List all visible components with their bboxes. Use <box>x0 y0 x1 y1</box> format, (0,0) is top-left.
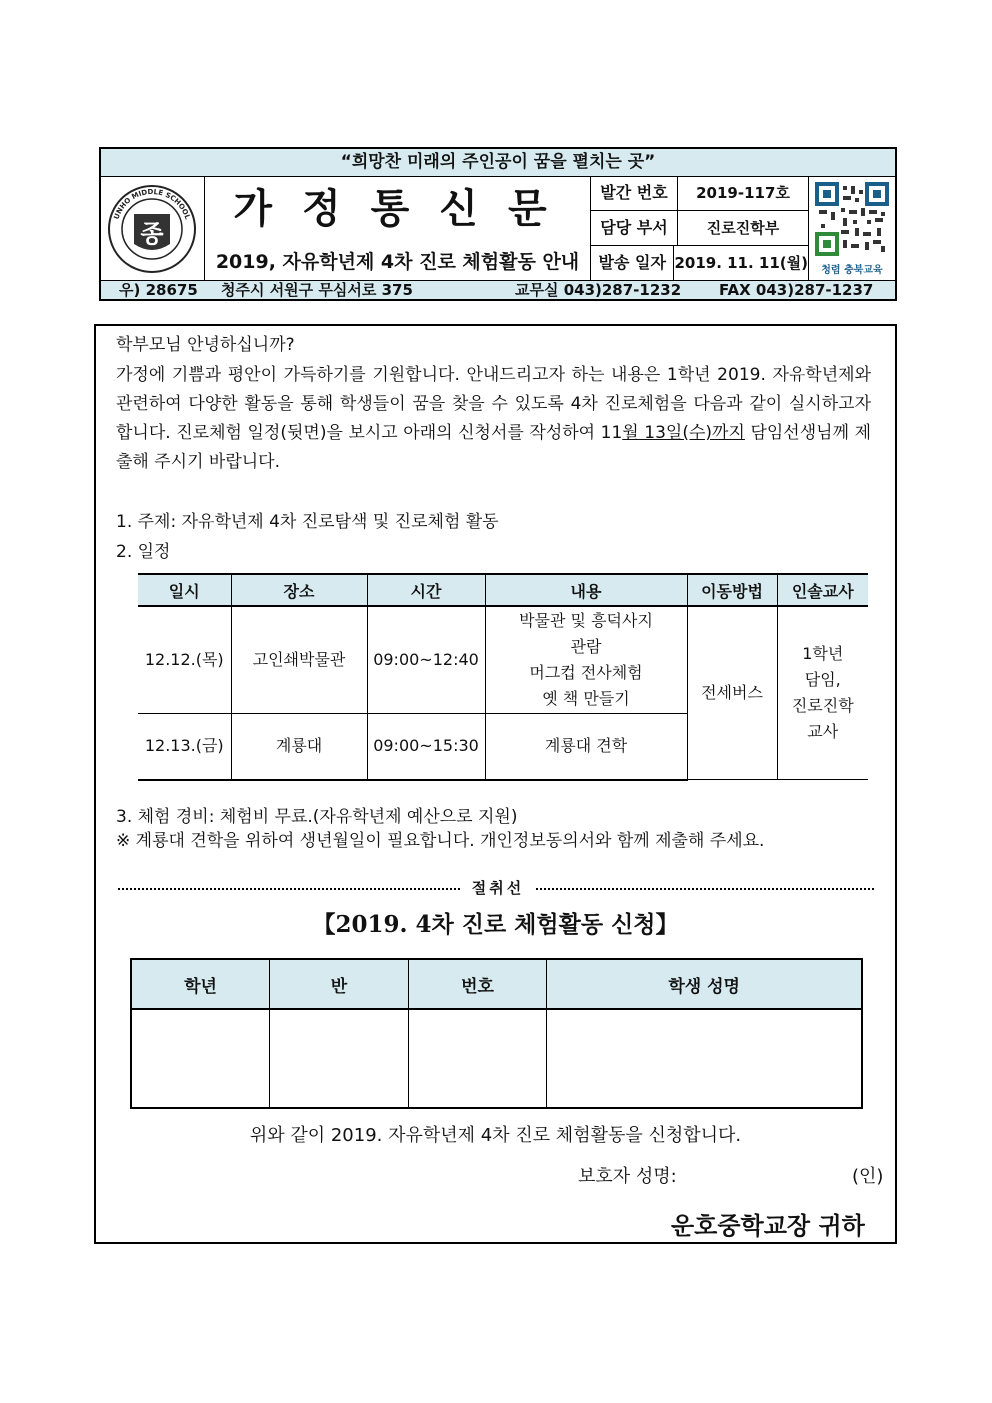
principal-addressee: 운호중학교장 귀하 <box>671 1211 865 1240</box>
application-title: 【2019. 4차 진로 체험활동 신청】 <box>312 911 679 938</box>
content-line: 계룡대 견학 <box>544 736 628 756</box>
application-header-name: 학생 성명 <box>547 959 862 1009</box>
content-line: 박물관 및 흥덕사지 <box>519 611 653 630</box>
schedule-header-time: 시간 <box>367 574 485 606</box>
schedule-time: 09:00~15:30 <box>367 714 485 780</box>
schedule-header-transport: 이동방법 <box>687 574 777 606</box>
content-line: 머그컵 전사체험 <box>529 663 643 682</box>
intro-deadline-text: 월 13일(수)까지 <box>622 423 745 443</box>
teacher-line: 1학년 <box>802 644 844 663</box>
intro-end-text: 담임선생님께 제출해 주시기 바랍니다. <box>116 423 871 472</box>
schedule-transport: 전세버스 <box>687 606 777 780</box>
seal-label: (인) <box>852 1166 884 1187</box>
send-date-label: 발송 일자 <box>591 246 674 280</box>
cut-line-dots-left <box>118 888 460 890</box>
issue-info-table <box>590 176 809 280</box>
schedule-header-teacher: 인솔교사 <box>777 574 868 606</box>
street-address: 청주시 서원구 무심서로 375 <box>221 281 413 299</box>
application-header-class: 반 <box>270 959 409 1009</box>
newsletter-header <box>99 147 897 301</box>
issue-number-value: 2019-117호 <box>696 184 790 202</box>
cut-line <box>118 876 874 900</box>
table-row <box>138 606 868 714</box>
department-row <box>591 211 808 246</box>
guardian-name-label: 보호자 성명: <box>578 1166 677 1187</box>
application-input-row <box>131 1009 862 1108</box>
postal-code: 우) 28675 <box>119 281 198 299</box>
fax-number: FAX 043)287-1237 <box>719 281 874 299</box>
intro-paragraph <box>116 361 871 477</box>
application-header-number: 번호 <box>408 959 547 1009</box>
schedule-teacher <box>777 606 868 780</box>
schedule-header-content: 내용 <box>485 574 687 606</box>
office-phone: 교무실 043)287-1232 <box>515 281 682 299</box>
schedule-date: 12.12.(목) <box>138 606 231 714</box>
teacher-line: 담임, <box>804 670 841 689</box>
intro-main-text: 가정에 기쁨과 평안이 가득하기를 기원합니다. 안내드리고자 하는 내용은 1학년 2019. 자유학년제와 관련하여 다양한 활동을 통해 학생들이 꿈을 찾을 수 있도록 4차 진로체험을 다음과 같이 실시하고자 합니다. 진로체험 일정(뒷면)을 보시고 아래의 신청서를 작성하여 11 <box>116 365 871 443</box>
application-header-row <box>131 959 862 1009</box>
school-logo-cell <box>101 176 205 280</box>
logo-ring-text: UNHO MIDDLE SCHOOL <box>112 187 192 221</box>
schedule-date: 12.13.(금) <box>138 714 231 780</box>
application-table <box>130 958 863 1109</box>
logo-glyph: 종 <box>140 220 164 248</box>
issue-number-label: 발간 번호 <box>591 176 678 210</box>
schedule-header-date: 일시 <box>138 574 231 606</box>
schedule-place: 고인쇄박물관 <box>231 606 367 714</box>
number-field[interactable] <box>408 1009 547 1108</box>
qr-caption: 청렴 충북교육 <box>821 265 883 276</box>
application-header-grade: 학년 <box>131 959 270 1009</box>
issue-number-row <box>591 176 808 211</box>
student-name-field[interactable] <box>547 1009 862 1108</box>
cut-line-dots-right <box>536 888 874 890</box>
teacher-line: 교사 <box>807 722 839 741</box>
schedule-header-row <box>138 574 868 606</box>
school-logo-icon <box>107 184 197 274</box>
greeting-text: 학부모님 안녕하십니까? <box>116 335 295 355</box>
schedule-time: 09:00~12:40 <box>367 606 485 714</box>
qr-code-cell <box>809 176 895 280</box>
schedule-content <box>485 714 687 780</box>
schedule-table <box>138 573 868 781</box>
topic-line: 1. 주제: 자유학년제 4차 진로탐색 및 진로체험 활동 <box>116 512 499 532</box>
schedule-label: 2. 일정 <box>116 542 171 562</box>
address-bar <box>101 280 895 299</box>
cost-line: 3. 체험 경비: 체험비 무료.(자유학년제 예산으로 지원) <box>116 807 518 827</box>
department-label: 담당 부서 <box>591 211 678 245</box>
letter-body <box>94 324 897 1244</box>
content-line: 옛 책 만들기 <box>542 689 630 708</box>
confirm-text: 위와 같이 2019. 자유학년제 4차 진로 체험활동을 신청합니다. <box>249 1125 742 1146</box>
class-field[interactable] <box>270 1009 409 1108</box>
schedule-content <box>485 606 687 714</box>
school-motto: “희망찬 미래의 주인공이 꿈을 펼치는 곳” <box>101 149 895 177</box>
qr-code-icon <box>815 182 889 256</box>
send-date-row <box>591 246 808 280</box>
grade-field[interactable] <box>131 1009 270 1108</box>
schedule-place: 계룡대 <box>231 714 367 780</box>
teacher-line: 진로진학 <box>791 696 854 715</box>
cut-line-label: 절취선 <box>471 879 525 897</box>
send-date-value: 2019. 11. 11(월) <box>674 254 808 272</box>
page-title: 가정통신문 <box>233 185 577 232</box>
page-subtitle: 2019, 자유학년제 4차 진로 체험활동 안내 <box>215 251 580 273</box>
notice-line: ※ 계룡대 견학을 위하여 생년월일이 필요합니다. 개인정보동의서와 함께 제출해 주세요. <box>116 831 765 851</box>
content-line: 관람 <box>570 637 602 656</box>
department-value: 진로진학부 <box>706 219 780 237</box>
schedule-header-place: 장소 <box>231 574 367 606</box>
